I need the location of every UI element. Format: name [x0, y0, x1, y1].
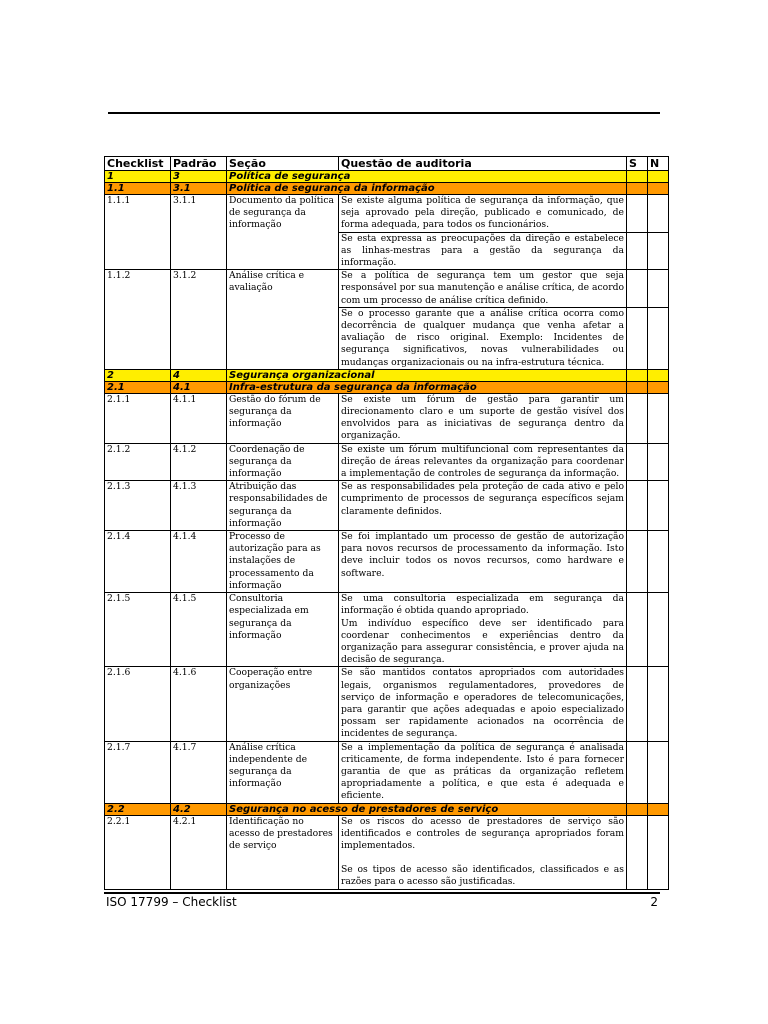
audit-question: [339, 232, 627, 270]
standard-number: 3.1.2: [171, 270, 227, 370]
yes-checkbox-cell: [627, 741, 648, 803]
no-checkbox-cell: [648, 481, 669, 531]
column-header-checklist: Checklist: [105, 157, 171, 171]
question-paragraph: Se os tipos de acesso são identificados, classificados e as razões para o acesso são justificadas.: [341, 864, 624, 888]
question-paragraph: Se são mantidos contatos apropriados com autoridades legais, organismos regulamentadores, provedores de serviço de informação e operadores de telecomunicações, para garantir que ações adequadas e apoio especializado possam ser rapidamente acionados na ocorrência de incidentes de segurança.: [341, 667, 624, 740]
table-row: [105, 667, 669, 741]
standard-number: 4.2.1: [171, 815, 227, 889]
table-row: [105, 195, 669, 233]
section-name: Análise crítica e avaliação: [227, 270, 339, 370]
yes-cell: [627, 369, 648, 381]
yes-checkbox-cell: [627, 593, 648, 667]
no-cell: [648, 381, 669, 393]
no-cell: [648, 369, 669, 381]
audit-question: [339, 195, 627, 233]
question-paragraph: Se a implementação da política de segurança é analisada criticamente, de forma independente. Isto é para fornecer garantia de que as práticas da organização refletem apropriadamente a política, e que esta é adequada e eficiente.: [341, 741, 624, 802]
section-title: Segurança organizacional: [227, 369, 627, 381]
standard-number: 4.1.5: [171, 593, 227, 667]
table-body: [105, 171, 669, 890]
question-paragraph: Se a política de segurança tem um gestor que seja responsável por sua manutenção e análise crítica, de acordo com um processo de análise crítica definido.: [341, 270, 624, 306]
top-rule: [108, 112, 660, 114]
section-name: Documento da política de segurança da informação: [227, 195, 339, 270]
yes-checkbox-cell: [627, 232, 648, 270]
standard-number: 3.1.1: [171, 195, 227, 270]
yes-checkbox-cell: [627, 481, 648, 531]
audit-question: [339, 593, 627, 667]
section-name: Cooperação entre organizações: [227, 667, 339, 741]
footer-title: ISO 17799 – Checklist: [106, 895, 237, 909]
audit-question: [339, 481, 627, 531]
no-checkbox-cell: [648, 232, 669, 270]
column-header-questao: Questão de auditoria: [339, 157, 627, 171]
section-title: Política de segurança da informação: [227, 183, 627, 195]
no-checkbox-cell: [648, 815, 669, 889]
standard-number: 4.1.7: [171, 741, 227, 803]
table-row: [105, 443, 669, 481]
audit-question: [339, 815, 627, 889]
audit-question: [339, 270, 627, 308]
no-checkbox-cell: [648, 443, 669, 481]
table-row: [105, 531, 669, 593]
yes-checkbox-cell: [627, 393, 648, 443]
table-row: [105, 270, 669, 308]
question-paragraph: Se existe um fórum multifuncional com representantes da direção de áreas relevantes da organização para coordenar a implementação de controles de segurança da informação.: [341, 443, 624, 480]
subsection-row: [105, 183, 669, 195]
page-number: 2: [650, 895, 658, 909]
column-header-padrao: Padrão: [171, 157, 227, 171]
yes-checkbox-cell: [627, 443, 648, 481]
no-checkbox-cell: [648, 393, 669, 443]
checklist-number: 1.1.1: [105, 195, 171, 270]
checklist-number: 2.1.5: [105, 593, 171, 667]
table-row: [105, 815, 669, 889]
section-name: Processo de autorização para as instalações de processamento da informação: [227, 531, 339, 593]
section-name: Análise crítica independente de segurança da informação: [227, 741, 339, 803]
checklist-number: 2.1.3: [105, 481, 171, 531]
audit-question: [339, 307, 627, 369]
question-paragraph: Se existe alguma política de segurança da informação, que seja aprovado pela direção, publicado e comunicado, de forma adequada, para todos os funcionários.: [341, 195, 624, 231]
no-cell: [648, 171, 669, 183]
no-checkbox-cell: [648, 593, 669, 667]
checklist-number: 2.1.6: [105, 667, 171, 741]
no-checkbox-cell: [648, 307, 669, 369]
yes-checkbox-cell: [627, 270, 648, 308]
no-cell: [648, 803, 669, 815]
standard-number: 4.1.2: [171, 443, 227, 481]
yes-cell: [627, 381, 648, 393]
yes-cell: [627, 803, 648, 815]
checklist-number: 2.2.1: [105, 815, 171, 889]
checklist-table: [104, 156, 669, 890]
section-name: Identificação no acesso de prestadores de serviço: [227, 815, 339, 889]
standard-number: 4.1: [171, 381, 227, 393]
yes-checkbox-cell: [627, 815, 648, 889]
table-row: [105, 481, 669, 531]
standard-number: 4: [171, 369, 227, 381]
standard-number: 4.1.4: [171, 531, 227, 593]
section-title: Política de segurança: [227, 171, 627, 183]
checklist-number: 1: [105, 171, 171, 183]
audit-question: [339, 443, 627, 481]
column-header-s: S: [627, 157, 648, 171]
yes-cell: [627, 183, 648, 195]
checklist-number: 2.1.2: [105, 443, 171, 481]
checklist-number: 2.2: [105, 803, 171, 815]
question-paragraph: Um indivíduo específico deve ser identificado para coordenar conhecimentos e experiências dentro da organização para assegurar consistência, e prover ajuda na decisão de segurança.: [341, 617, 624, 666]
checklist-number: 2.1: [105, 381, 171, 393]
yes-checkbox-cell: [627, 531, 648, 593]
question-paragraph: Se foi implantado um processo de gestão de autorização para novos recursos de processamento da informação. Isto deve incluir todos os novos recursos, como hardware e software.: [341, 531, 624, 579]
table-row: [105, 393, 669, 443]
bottom-rule: [104, 892, 660, 894]
no-checkbox-cell: [648, 667, 669, 741]
section-name: Coordenação de segurança da informação: [227, 443, 339, 481]
audit-question: [339, 741, 627, 803]
no-checkbox-cell: [648, 531, 669, 593]
yes-checkbox-cell: [627, 195, 648, 233]
section-row: [105, 369, 669, 381]
section-name: Atribuição das responsabilidades de segurança da informação: [227, 481, 339, 531]
standard-number: 4.1.1: [171, 393, 227, 443]
question-paragraph: Se as responsabilidades pela proteção de cada ativo e pelo cumprimento de processos de segurança específicos sejam claramente definidos.: [341, 481, 624, 517]
table-row: [105, 593, 669, 667]
checklist-number: 2: [105, 369, 171, 381]
checklist-number: 1.1.2: [105, 270, 171, 370]
question-paragraph: Se os riscos do acesso de prestadores de serviço são identificados e controles de segurança apropriados foram implementados.: [341, 815, 624, 851]
column-header-secao: Seção: [227, 157, 339, 171]
standard-number: 4.1.3: [171, 481, 227, 531]
checklist-number: 2.1.4: [105, 531, 171, 593]
no-checkbox-cell: [648, 270, 669, 308]
column-header-n: N: [648, 157, 669, 171]
standard-number: 4.2: [171, 803, 227, 815]
no-checkbox-cell: [648, 741, 669, 803]
checklist-number: 2.1.1: [105, 393, 171, 443]
checklist-number: 2.1.7: [105, 741, 171, 803]
standard-number: 3.1: [171, 183, 227, 195]
yes-checkbox-cell: [627, 667, 648, 741]
section-title: Segurança no acesso de prestadores de serviço: [227, 803, 627, 815]
standard-number: 4.1.6: [171, 667, 227, 741]
question-paragraph: Se o processo garante que a análise crítica ocorra como decorrência de qualquer mudança que venha afetar a avaliação de risco original. Exemplo: Incidentes de segurança significativos, novas vulnerabilidades ou mudanças organizacionais ou na infra-estrutura técnica.: [341, 307, 624, 368]
question-paragraph: Se existe um fórum de gestão para garantir um direcionamento claro e um suporte de gestão visível dos envolvidos para as iniciativas de segurança dentro da organização.: [341, 393, 624, 442]
subsection-row: [105, 381, 669, 393]
subsection-row: [105, 803, 669, 815]
no-checkbox-cell: [648, 195, 669, 233]
yes-cell: [627, 171, 648, 183]
section-row: [105, 171, 669, 183]
checklist-number: 1.1: [105, 183, 171, 195]
audit-question: [339, 393, 627, 443]
table-row: [105, 741, 669, 803]
standard-number: 3: [171, 171, 227, 183]
section-name: Gestão do fórum de segurança da informação: [227, 393, 339, 443]
question-paragraph: Se esta expressa as preocupações da direção e estabelece as linhas-mestras para a gestão da segurança da informação.: [341, 232, 624, 269]
audit-question: [339, 667, 627, 741]
section-name: Consultoria especializada em segurança da informação: [227, 593, 339, 667]
question-paragraph: Se uma consultoria especializada em segurança da informação é obtida quando apropriado.: [341, 593, 624, 617]
no-cell: [648, 183, 669, 195]
audit-question: [339, 531, 627, 593]
yes-checkbox-cell: [627, 307, 648, 369]
table-header-row: [105, 157, 669, 171]
section-title: Infra-estrutura da segurança da informação: [227, 381, 627, 393]
